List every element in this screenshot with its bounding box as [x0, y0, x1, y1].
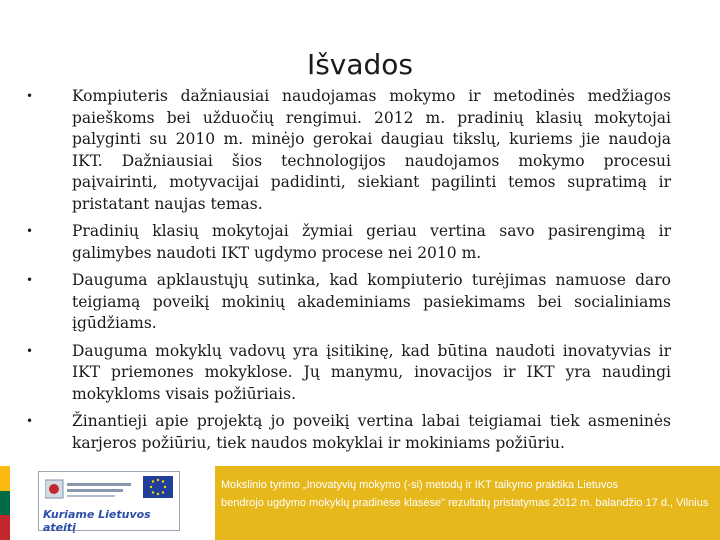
- bullet-text: Žinantieji apie projektą jo poveikį vertina labai teigiamai tiek asmeninės karjeros požiūriu, tiek naudos mokyklai ir mokiniams požiūriu.: [72, 412, 671, 452]
- bullet-icon: •: [26, 224, 34, 238]
- project-logo: [38, 471, 180, 534]
- flag-stripe-green: [0, 491, 10, 516]
- list-item: [26, 221, 671, 264]
- footer-caption-line-2: bendrojo ugdymo mokyklų pradinėse klasėse" rezultatų pristatymas 2012 m. balandžio 17 d., Vilnius: [221, 497, 709, 509]
- bullet-text: Dauguma apklaustųjų sutinka, kad kompiuterio turėjimas namuose daro teigiamą poveikį mokinių akademiniams pasiekimams bei socialiniams įgūdžiams.: [72, 271, 671, 332]
- list-item: [26, 341, 671, 406]
- bullet-icon: •: [26, 273, 34, 287]
- ministry-emblem-icon: [45, 478, 135, 500]
- list-item: [26, 270, 671, 335]
- slide-title: Išvados: [306, 48, 414, 81]
- logo-slogan: Kuriame Lietuvos ateitį: [43, 508, 151, 534]
- flag-stripe-red: [0, 515, 10, 540]
- bullet-text: Dauguma mokyklų vadovų yra įsitikinę, kad būtina naudoti inovatyvias ir IKT priemones mokyklose. Jų manymu, inovacijos ir IKT yra naudingi mokykloms visais požiūriais.: [72, 341, 671, 403]
- footer-caption-line-1: Mokslinio tyrimo „Inovatyvių mokymo (-si) metodų ir IKT taikymo praktika Lietuvos: [221, 479, 619, 491]
- bullet-text: Pradinių klasių mokytojai žymiai geriau vertina savo pasirengimą ir galimybes naudoti IKT ugdymo procese nei 2010 m.: [72, 222, 671, 262]
- lithuanian-flag-stripes: [0, 466, 10, 540]
- list-item: [26, 411, 671, 454]
- bullet-icon: •: [26, 343, 34, 358]
- conclusions-list: [26, 86, 671, 460]
- eu-flag-icon: [143, 476, 173, 498]
- footer-caption-box: [215, 466, 720, 540]
- bullet-icon: •: [26, 89, 34, 103]
- bullet-text: Kompiuteris dažniausiai naudojamas mokymo ir metodinės medžiagos paieškoms bei užduočių rengimui. 2012 m. pradinių klasių mokytojai palyginti su 2010 m. minėjo gerokai daugiau tikslų, kuriems jie naudoja IKT. Dažniausiai šios technologijos naudojamos mokymo procesui paįvairinti, motyvacijai padidinti, siekiant pagilinti temos supratimą ir pristatant naujas temas.: [72, 87, 671, 213]
- footer-caption: [221, 476, 711, 512]
- flag-stripe-yellow: [0, 466, 10, 491]
- list-item: [26, 86, 671, 215]
- bullet-icon: •: [26, 414, 34, 428]
